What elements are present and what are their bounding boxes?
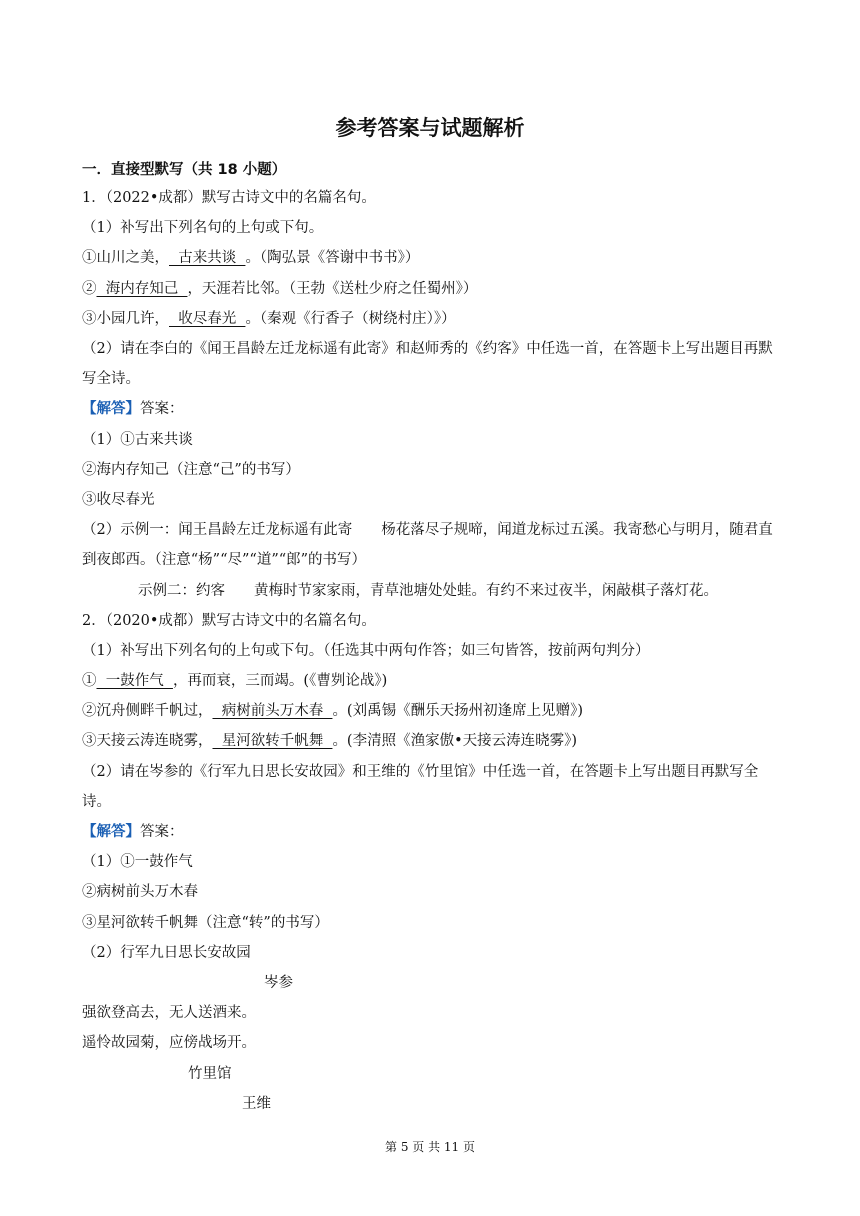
- answer-blank: 收尽春光: [169, 310, 246, 327]
- answer-line: ②海内存知己（注意“己”的书写）: [82, 461, 300, 478]
- question-1-item-2: ② 海内存知己 ，天涯若比邻。（王勃《送杜少府之任蜀州》）: [82, 280, 478, 297]
- question-2-item-2: ②沉舟侧畔千帆过， 病树前头万木春 。(刘禹锡《酬乐天扬州初逢席上见赠》): [82, 703, 583, 720]
- question-2-heading: 2．（2020•成都）默写古诗文中的名篇名句。: [82, 612, 376, 629]
- answer-blank: 星河欲转千帆舞: [212, 733, 333, 750]
- poem-line: 遥怜故园菊，应傍战场开。: [82, 1035, 256, 1052]
- question-2-item-3: ③天接云涛连晓雾， 星河欲转千帆舞 。(李清照《渔家傲•天接云涛连晓雾》): [82, 733, 578, 750]
- answer-line: ②病树前头万木春: [82, 884, 198, 901]
- question-1-item-1: ①山川之美， 古来共谈 。（陶弘景《答谢中书书》）: [82, 250, 420, 267]
- poem-line: 强欲登高去，无人送酒来。: [82, 1005, 256, 1022]
- answer-blank: 病树前头万木春: [212, 703, 333, 720]
- page-footer: 第 5 页 共 11 页: [385, 1140, 475, 1154]
- document-body: [82, 183, 782, 1119]
- poem-title: （2）行军九日思长安故园: [82, 944, 251, 961]
- question-1-part-2: （2）请在李白的《闻王昌龄左迁龙标遥有此寄》和赵师秀的《约客》中任选一首，在答题卡上写出题目再默写全诗。: [82, 340, 773, 388]
- answer-line: ③星河欲转千帆舞（注意“转”的书写）: [82, 914, 329, 931]
- question-1-part-1: （1）补写出下列名句的上句或下句。: [82, 220, 324, 237]
- answer-example-1: （2）示例一：闻王昌龄左迁龙标遥有此寄 杨花落尽子规啼，闻道龙标过五溪。我寄愁心与明月，随君直到夜郎西。（注意“杨”“尽”“道”“郎”的书写）: [82, 522, 773, 569]
- answer-line: （1）①古来共谈: [82, 431, 193, 448]
- question-2-part-1: （1）补写出下列名句的上句或下句。（任选其中两句作答；如三句皆答，按前两句判分）: [82, 642, 650, 659]
- question-2-item-1: ① 一鼓作气 ，再而衰，三而竭。(《曹刿论战》): [82, 673, 388, 690]
- solution-tag: 【解答】: [82, 401, 140, 418]
- question-1-item-3: ③小园几许， 收尽春光 。（秦观《行香子（树绕村庄）》）: [82, 310, 456, 327]
- section-heading: 一．直接型默写（共 18 小题）: [82, 162, 287, 178]
- answer-blank: 古来共谈: [169, 250, 246, 267]
- answer-blank: 海内存知己: [96, 280, 188, 297]
- poem-author: 王维: [242, 1095, 271, 1112]
- answer-line: ③收尽春光: [82, 491, 155, 508]
- page-title: 参考答案与试题解析: [335, 116, 525, 140]
- answer-blank: 一鼓作气: [96, 673, 173, 690]
- poem-author: 岑参: [264, 974, 293, 991]
- question-2-part-2: （2）请在岑参的《行军九日思长安故园》和王维的《竹里馆》中任选一首，在答题卡上写出题目再默写全诗。: [82, 763, 759, 810]
- question-2-answer-label: 【解答】答案：: [82, 824, 184, 841]
- poem-title: 竹里馆: [188, 1065, 232, 1082]
- solution-tag: 【解答】: [82, 824, 140, 841]
- question-1-answer-label: 【解答】答案：: [82, 401, 184, 418]
- answer-example-2: 示例二：约客 黄梅时节家家雨，青草池塘处处蛙。有约不来过夜半，闲敲棋子落灯花。: [138, 582, 718, 599]
- answer-line: （1）①一鼓作气: [82, 854, 193, 871]
- question-1-heading: 1．（2022•成都）默写古诗文中的名篇名句。: [82, 190, 376, 206]
